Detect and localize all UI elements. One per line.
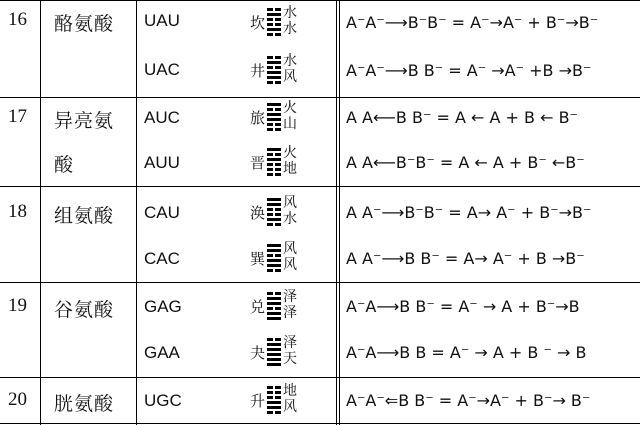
upper-trigram: 泽 [283,290,298,305]
equation: A⁻A⟶B B = A⁻ → A + B ⁻ → B [346,343,587,362]
equation: A A⁻⟶B⁻B⁻ = A→ A⁻ + B⁻→B⁻ [346,203,592,222]
upper-trigram: 风 [283,242,298,257]
row-number: 20 [8,389,27,410]
upper-trigram: 泽 [283,336,298,351]
rule-col-2 [136,0,137,425]
amino-acid-name: 组氨酸 [54,206,115,227]
lower-trigram: 山 [283,117,298,132]
amino-acid-name: 谷氨酸 [54,300,115,321]
rule-bottom [0,423,640,424]
hexagram-name: 旅 [250,110,266,127]
hexagram-name: 夬 [250,345,266,362]
upper-trigram: 水 [283,6,298,21]
codon: GAA [144,343,180,362]
hexagram-lines-icon [267,7,281,37]
row-number: 18 [8,201,27,222]
codon: AUC [144,108,180,127]
hexagram-lines-icon [267,243,281,273]
upper-trigram: 水 [283,54,298,69]
lower-trigram: 风 [283,400,298,415]
hexagram [250,51,297,89]
hexagram [250,239,297,277]
equation: A⁻A⁻⇐B B⁻ = A⁻→A⁻ + B⁻→ B⁻ [346,391,591,410]
row-number: 16 [8,9,27,30]
hexagram-lines-icon [267,291,281,321]
rule-col-3b [339,0,340,425]
equation: A⁻A⟶B B⁻ = A⁻ → A + B⁻→B [346,297,580,316]
hexagram-lines-icon [267,197,281,227]
lower-trigram: 风 [283,70,298,85]
hexagram-lines-icon [267,385,281,415]
hexagram [250,333,297,371]
rule-row-19 [0,282,640,283]
hexagram [250,3,297,41]
lower-trigram: 地 [283,162,298,177]
rule-col-1 [40,0,41,425]
hexagram-name: 晋 [250,155,266,172]
equation: A A⟵B⁻B⁻ = A ← A + B⁻ ←B⁻ [346,153,585,172]
equation: A A⟵B B⁻ = A ← A + B ← B⁻ [346,108,578,127]
upper-trigram: 风 [283,196,298,211]
equation: A⁻A⁻⟶B B⁻ = A⁻ →A⁻ +B →B⁻ [346,61,592,80]
hexagram-lines-icon [267,147,281,177]
row-number: 19 [8,295,27,316]
amino-acid-name: 胱氨酸 [54,394,115,415]
lower-trigram: 水 [283,212,298,227]
hexagram [250,193,297,231]
hexagram-lines-icon [267,337,281,367]
upper-trigram: 火 [283,146,298,161]
upper-trigram: 地 [283,384,298,399]
hexagram-lines-icon [267,102,281,132]
rule-row-17 [0,97,640,98]
equation: A⁻A⁻⟶B⁻B⁻ = A⁻→A⁻ + B⁻→B⁻ [346,13,599,32]
equation: A A⁻⟶B B⁻ = A→ A⁻ + B →B⁻ [346,249,585,268]
lower-trigram: 泽 [283,306,298,321]
codon: GAG [144,297,182,316]
rule-row-20 [0,377,640,378]
upper-trigram: 火 [283,101,298,116]
amino-acid-name-cont: 酸 [54,155,75,176]
codon: UAC [144,60,180,79]
codon: AUU [144,153,180,172]
codon: UGC [144,391,182,410]
hexagram [250,98,297,136]
rule-top [0,0,640,1]
rule-col-3 [336,0,337,425]
hexagram-name: 涣 [250,205,266,222]
rule-row-18 [0,186,640,187]
lower-trigram: 风 [283,258,298,273]
codon: CAU [144,203,180,222]
hexagram-name: 兑 [250,299,266,316]
amino-acid-name: 酪氨酸 [54,14,115,35]
hexagram-name: 坎 [250,15,266,32]
hexagram [250,143,297,181]
hexagram-lines-icon [267,55,281,85]
hexagram [250,287,297,325]
amino-acid-name: 异亮氨 [54,111,115,132]
codon: UAU [144,11,180,30]
row-number: 17 [8,106,27,127]
codon: CAC [144,249,180,268]
hexagram-name: 巽 [250,251,266,268]
hexagram [250,381,297,419]
lower-trigram: 天 [283,352,298,367]
hexagram-name: 升 [250,393,266,410]
lower-trigram: 水 [283,22,298,37]
hexagram-name: 井 [250,63,266,80]
